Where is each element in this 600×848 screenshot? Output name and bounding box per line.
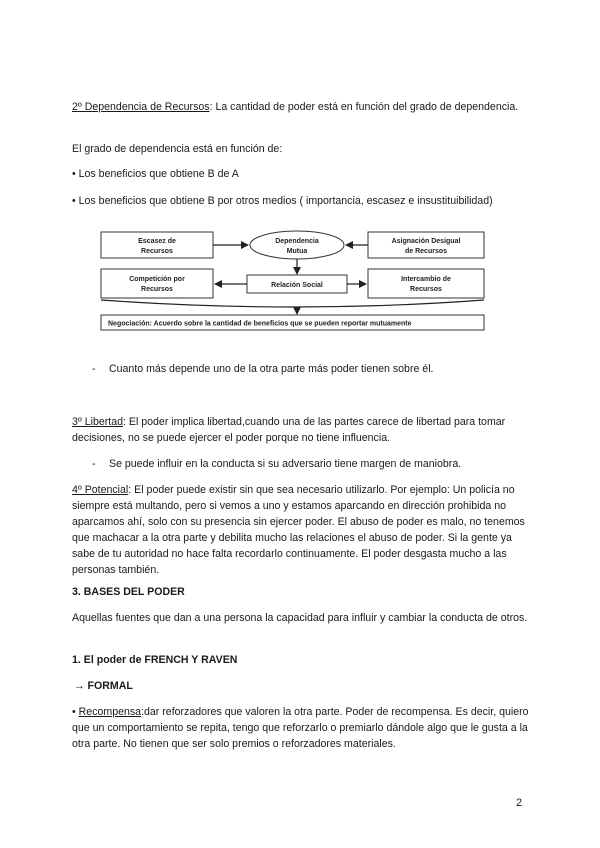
paragraph-dependencia	[72, 99, 534, 115]
section-3-text: : El poder implica libertad,cuando una de las partes carece de libertad para tomar decisiones, no se puede ejercer el poder porque no tiene influencia.	[72, 416, 506, 444]
heading-french-raven: 1. El poder de FRENCH Y RAVEN	[72, 654, 238, 666]
box-competicion-line1: Competición por	[129, 276, 185, 283]
box-relacion-text: Relación Social	[271, 282, 323, 289]
box-dependencia-line1: Dependencia	[275, 238, 319, 245]
box-negociacion	[101, 315, 484, 330]
dash-item-text: Cuanto más depende uno de la otra parte más poder tienen sobre él.	[109, 363, 434, 375]
box-escasez-line1: Escasez de	[138, 238, 176, 245]
paragraph-grado-intro: El grado de dependencia está en función de:	[72, 143, 283, 155]
paragraph-recompensa	[72, 704, 534, 752]
box-competicion-recursos	[101, 269, 213, 298]
box-escasez-line2: Recursos	[141, 248, 173, 255]
recompensa-label: Recompensa	[78, 706, 142, 718]
recompensa-text: :dar reforzadores que valoren la otra parte. Poder de recompensa. Es decir, quiero que un comportamiento se repita, tengo que reforzarlo o premiarlo dándole algo que le gusta a la otra parte. No tienen que ser solo premios o reforzadores materiales.	[72, 706, 529, 750]
box-dependencia-line2: Mutua	[286, 248, 308, 255]
bullet-beneficios-a: • Los beneficios que obtiene B de A	[72, 168, 239, 180]
box-intercambio-recursos	[368, 269, 484, 298]
section-3-label: 3º Libertad	[72, 416, 123, 428]
box-dependencia-mutua	[250, 231, 344, 259]
box-asignacion-desigual	[368, 232, 484, 258]
box-escasez-recursos	[101, 232, 213, 258]
section-4-text: : El poder puede existir sin que sea necesario utilizarlo. Por ejemplo: Un policía no siempre está multando, pero si vemos a uno y estamos aparcando en dirección prohibida no aparcamos ahí, solo con su presencia sin ejercer poder. El abuso de poder es malo, no tenemos que machacar a la otra parte y debilita mucho las relaciones el abuso de poder. Si la gente ya sabe de tu autoridad no hace falta recordarlo continuamente. El poder desgasta mucho a las personas también.	[72, 484, 525, 576]
heading-bases-poder: 3. BASES DEL PODER	[72, 586, 185, 598]
dash-marker: -	[92, 363, 96, 375]
recompensa-bullet: •	[72, 706, 79, 718]
paragraph-libertad	[72, 414, 534, 446]
section-2-label: 2º Dependencia de Recursos	[72, 101, 210, 113]
dash-item-text: Se puede influir en la conducta si su adversario tiene margen de maniobra.	[109, 458, 462, 470]
section-2-text: : La cantidad de poder está en función del grado de dependencia.	[209, 101, 519, 113]
box-relacion-social	[247, 275, 347, 293]
box-negociacion-text: Negociación: Acuerdo sobre la cantidad de beneficios que se pueden reportar mutuamente	[108, 320, 412, 328]
brace-curve	[101, 300, 484, 307]
box-intercambio-line2: Recursos	[410, 286, 442, 293]
heading-formal: → FORMAL	[74, 680, 133, 692]
box-asignacion-line1: Asignación Desigual	[391, 238, 461, 245]
dependencia-diagram	[90, 222, 500, 336]
dash-marker: -	[92, 458, 96, 470]
box-asignacion-line2: de Recursos	[404, 248, 448, 255]
bullet-beneficios-otros: • Los beneficios que obtiene B por otros medios ( importancia, escasez e insustituibilidad)	[72, 195, 493, 207]
section-4-label: 4º Potencial	[72, 484, 129, 496]
box-intercambio-line1: Intercambio de	[401, 276, 451, 283]
box-competicion-line2: Recursos	[141, 286, 173, 293]
paragraph-potencial	[72, 482, 534, 578]
page-number: 2	[516, 797, 523, 809]
paragraph-bases: Aquellas fuentes que dan a una persona la capacidad para influir y cambiar la conducta de otros.	[72, 612, 528, 624]
